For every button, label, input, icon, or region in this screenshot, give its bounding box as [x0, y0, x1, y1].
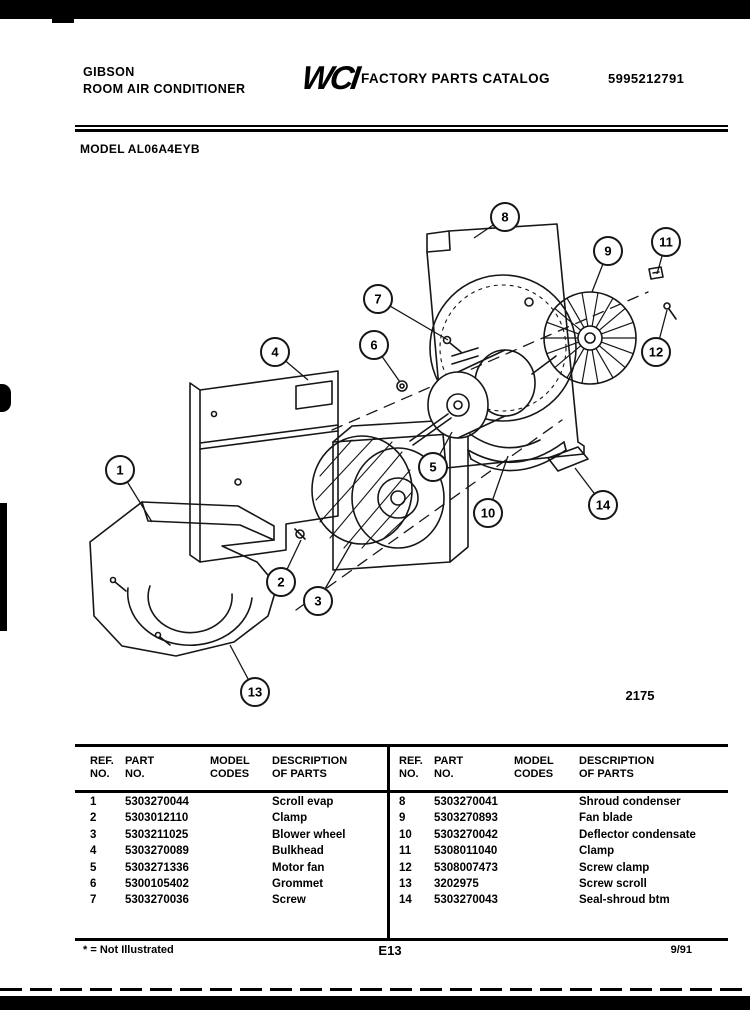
scan-artifact-top-band — [0, 0, 750, 19]
cell-ref-no: 2 — [90, 812, 97, 825]
callout-label-4: 4 — [271, 344, 279, 360]
parts-table — [75, 744, 728, 941]
part-fan-blade — [544, 292, 636, 384]
cell-ref-no: 4 — [90, 845, 97, 858]
table-header — [75, 755, 387, 785]
cell-description: Grommet — [272, 877, 324, 890]
table-row — [75, 861, 387, 877]
col-header-desc: DESCRIPTION OF PARTS — [579, 755, 655, 780]
revision-date: 9/91 — [670, 944, 692, 956]
cell-description: Deflector condensate — [579, 828, 696, 841]
table-row — [75, 877, 387, 893]
table-row — [390, 893, 728, 909]
cell-ref-no: 12 — [399, 861, 412, 874]
cell-description: Screw — [272, 894, 306, 907]
cell-part-no: 5303211025 — [125, 828, 189, 841]
col-header-ref: REF. NO. — [399, 755, 423, 780]
parts-table-left — [75, 747, 387, 938]
part-seal-shroud — [548, 447, 588, 471]
scan-artifact-bottom-line — [0, 988, 750, 991]
diagram-number: 2175 — [625, 688, 655, 703]
catalog-number: 5995212791 — [608, 71, 685, 86]
cell-ref-no: 1 — [90, 796, 97, 808]
brand-line2: ROOM AIR CONDITIONER — [83, 82, 246, 96]
scan-artifact-nub — [52, 19, 74, 23]
not-illustrated-note: * = Not Illustrated — [83, 944, 174, 956]
cell-part-no: 5308007473 — [434, 861, 498, 874]
exploded-parts-diagram — [0, 190, 750, 710]
header-rule-thick — [75, 129, 728, 132]
cell-ref-no: 3 — [90, 828, 97, 841]
callout-label-6: 6 — [370, 337, 378, 353]
callout-label-2: 2 — [277, 574, 285, 590]
table-row — [75, 893, 387, 909]
table-row — [390, 877, 728, 893]
cell-part-no: 5303270042 — [434, 828, 498, 841]
cell-description: Shroud condenser — [579, 796, 681, 808]
cell-description: Clamp — [272, 812, 308, 825]
cell-part-no: 5303270036 — [125, 894, 189, 907]
callout-label-12: 12 — [648, 344, 664, 360]
col-header-ref: REF. NO. — [90, 755, 114, 780]
cell-description: Bulkhead — [272, 845, 324, 858]
part-blower-wheel — [312, 436, 444, 548]
part-clamp-small — [649, 267, 663, 279]
part-bulkhead — [190, 371, 338, 562]
table-row — [390, 795, 728, 811]
table-row — [390, 828, 728, 844]
cell-description: Blower wheel — [272, 828, 346, 841]
part-scroll-evap — [90, 502, 277, 656]
table-row — [390, 861, 728, 877]
col-header-codes: MODEL CODES — [514, 755, 554, 780]
cell-ref-no: 7 — [90, 894, 97, 907]
cell-part-no: 5303012110 — [125, 812, 189, 825]
table-rows-right — [390, 795, 728, 910]
header-rule-thin — [75, 125, 728, 127]
cell-part-no: 5303270043 — [434, 894, 498, 907]
part-clamp-bolt — [295, 529, 305, 539]
cell-part-no: 5303270893 — [434, 812, 498, 825]
cell-ref-no: 6 — [90, 877, 97, 890]
cell-ref-no: 10 — [399, 828, 412, 841]
cell-ref-no: 8 — [399, 796, 406, 808]
table-row — [75, 811, 387, 827]
table-header — [390, 755, 728, 785]
cell-part-no: 5303271336 — [125, 861, 189, 874]
parts-table-right — [390, 747, 728, 938]
scan-artifact-bottom-band — [0, 996, 750, 1010]
table-row — [75, 828, 387, 844]
model-number: MODEL AL06A4EYB — [80, 142, 200, 156]
wci-logo: WCI — [299, 59, 360, 96]
cell-ref-no: 11 — [399, 845, 412, 858]
cell-description: Seal-shroud btm — [579, 894, 670, 907]
col-header-desc: DESCRIPTION OF PARTS — [272, 755, 348, 780]
part-grommet — [397, 381, 407, 391]
cell-part-no: 5303270089 — [125, 845, 189, 858]
cell-ref-no: 9 — [399, 812, 406, 825]
callout-label-10: 10 — [480, 505, 496, 521]
callout-label-14: 14 — [595, 497, 611, 513]
cell-ref-no: 13 — [399, 877, 412, 890]
brand-line1: GIBSON — [83, 65, 135, 79]
callout-label-5: 5 — [429, 459, 437, 475]
col-header-part: PART NO. — [125, 755, 155, 780]
page-code: E13 — [378, 943, 402, 958]
cell-part-no: 5300105402 — [125, 877, 189, 890]
callout-label-13: 13 — [247, 684, 263, 700]
callout-label-9: 9 — [604, 243, 612, 259]
table-row — [75, 795, 387, 811]
table-rows-left — [75, 795, 387, 910]
cell-ref-no: 5 — [90, 861, 97, 874]
cell-ref-no: 14 — [399, 894, 412, 907]
callout-label-1: 1 — [116, 462, 124, 478]
col-header-codes: MODEL CODES — [210, 755, 250, 780]
brand-block — [83, 64, 245, 98]
cell-description: Screw scroll — [579, 877, 647, 890]
cell-description: Motor fan — [272, 861, 325, 874]
cell-description: Fan blade — [579, 812, 633, 825]
cell-part-no: 5303270041 — [434, 796, 498, 808]
table-row — [75, 844, 387, 860]
callout-label-8: 8 — [501, 209, 509, 225]
callout-label-11: 11 — [659, 234, 673, 250]
table-row — [390, 811, 728, 827]
catalog-title: FACTORY PARTS CATALOG — [361, 71, 550, 86]
cell-description: Scroll evap — [272, 796, 334, 808]
cell-description: Screw clamp — [579, 861, 650, 874]
cell-part-no: 3202975 — [434, 877, 479, 890]
callout-bubbles — [106, 203, 680, 706]
cell-part-no: 5308011040 — [434, 845, 498, 858]
callout-label-3: 3 — [314, 593, 322, 609]
dashed-axis-lower — [296, 420, 562, 610]
col-header-part: PART NO. — [434, 755, 464, 780]
table-row — [390, 844, 728, 860]
cell-description: Clamp — [579, 845, 615, 858]
cell-part-no: 5303270044 — [125, 796, 189, 808]
callout-label-7: 7 — [374, 291, 382, 307]
